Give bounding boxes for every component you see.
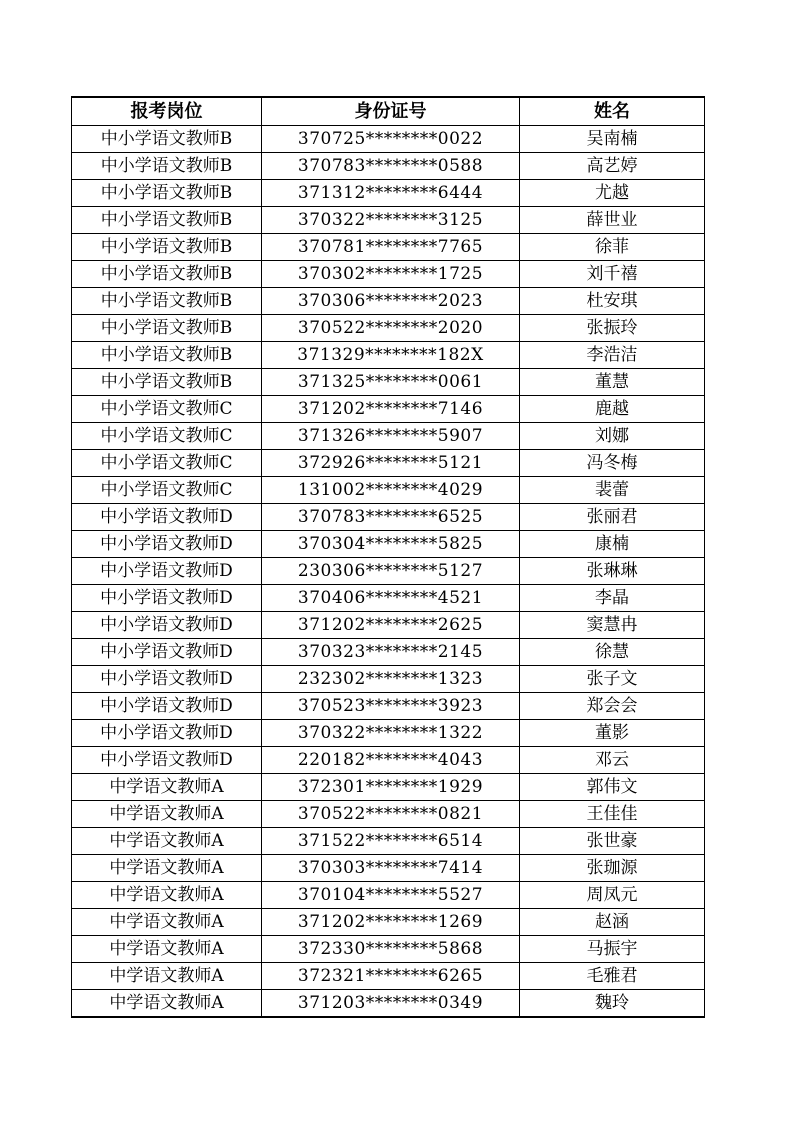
cell-position: 中小学语文教师D — [72, 720, 262, 747]
cell-id-number: 371312********6444 — [262, 180, 520, 207]
cell-position: 中小学语文教师D — [72, 693, 262, 720]
cell-position: 中小学语文教师D — [72, 612, 262, 639]
cell-id-number: 232302********1323 — [262, 666, 520, 693]
cell-id-number: 371325********0061 — [262, 369, 520, 396]
cell-position: 中小学语文教师B — [72, 342, 262, 369]
cell-position: 中小学语文教师C — [72, 477, 262, 504]
cell-position: 中小学语文教师C — [72, 423, 262, 450]
cell-name: 尤越 — [520, 180, 705, 207]
cell-position: 中学语文教师A — [72, 936, 262, 963]
cell-name: 张振玲 — [520, 315, 705, 342]
applicant-table-container — [71, 96, 704, 1018]
table-row — [72, 369, 705, 396]
cell-name: 董慧 — [520, 369, 705, 396]
cell-name: 裴蕾 — [520, 477, 705, 504]
table-row — [72, 639, 705, 666]
cell-name: 毛雅君 — [520, 963, 705, 990]
cell-position: 中学语文教师A — [72, 963, 262, 990]
table-row — [72, 774, 705, 801]
cell-id-number: 372926********5121 — [262, 450, 520, 477]
cell-name: 王佳佳 — [520, 801, 705, 828]
header-name: 姓名 — [520, 97, 705, 126]
cell-position: 中小学语文教师B — [72, 153, 262, 180]
cell-id-number: 371329********182X — [262, 342, 520, 369]
cell-id-number: 370783********0588 — [262, 153, 520, 180]
table-row — [72, 423, 705, 450]
cell-id-number: 370304********5825 — [262, 531, 520, 558]
table-row — [72, 207, 705, 234]
cell-position: 中学语文教师A — [72, 882, 262, 909]
cell-id-number: 372321********6265 — [262, 963, 520, 990]
cell-name: 康楠 — [520, 531, 705, 558]
header-id-number: 身份证号 — [262, 97, 520, 126]
cell-name: 魏玲 — [520, 990, 705, 1018]
table-row — [72, 396, 705, 423]
table-row — [72, 855, 705, 882]
table-row — [72, 342, 705, 369]
cell-position: 中小学语文教师C — [72, 450, 262, 477]
cell-position: 中小学语文教师D — [72, 558, 262, 585]
cell-id-number: 371203********0349 — [262, 990, 520, 1018]
cell-name: 李晶 — [520, 585, 705, 612]
cell-name: 张世豪 — [520, 828, 705, 855]
table-row — [72, 612, 705, 639]
cell-position: 中小学语文教师D — [72, 504, 262, 531]
cell-position: 中小学语文教师D — [72, 639, 262, 666]
cell-position: 中小学语文教师B — [72, 288, 262, 315]
cell-position: 中学语文教师A — [72, 801, 262, 828]
cell-id-number: 370322********3125 — [262, 207, 520, 234]
cell-name: 张珈源 — [520, 855, 705, 882]
table-row — [72, 261, 705, 288]
cell-position: 中小学语文教师D — [72, 531, 262, 558]
cell-id-number: 371326********5907 — [262, 423, 520, 450]
cell-id-number: 371202********1269 — [262, 909, 520, 936]
table-row — [72, 801, 705, 828]
table-row — [72, 585, 705, 612]
cell-name: 张丽君 — [520, 504, 705, 531]
table-row — [72, 234, 705, 261]
cell-position: 中学语文教师A — [72, 828, 262, 855]
cell-name: 李浩洁 — [520, 342, 705, 369]
cell-id-number: 131002********4029 — [262, 477, 520, 504]
cell-id-number: 370783********6525 — [262, 504, 520, 531]
header-position: 报考岗位 — [72, 97, 262, 126]
table-row — [72, 693, 705, 720]
cell-id-number: 372301********1929 — [262, 774, 520, 801]
cell-id-number: 230306********5127 — [262, 558, 520, 585]
cell-id-number: 371202********7146 — [262, 396, 520, 423]
cell-name: 鹿越 — [520, 396, 705, 423]
table-row — [72, 720, 705, 747]
table-row — [72, 963, 705, 990]
cell-position: 中小学语文教师D — [72, 585, 262, 612]
cell-position: 中小学语文教师B — [72, 180, 262, 207]
table-row — [72, 180, 705, 207]
table-row — [72, 828, 705, 855]
cell-name: 薛世业 — [520, 207, 705, 234]
cell-id-number: 370522********0821 — [262, 801, 520, 828]
table-row — [72, 153, 705, 180]
table-row — [72, 990, 705, 1018]
cell-position: 中小学语文教师B — [72, 315, 262, 342]
cell-name: 周凤元 — [520, 882, 705, 909]
cell-position: 中小学语文教师B — [72, 126, 262, 153]
cell-name: 董影 — [520, 720, 705, 747]
table-body — [72, 126, 705, 1018]
cell-id-number: 371522********6514 — [262, 828, 520, 855]
cell-name: 刘娜 — [520, 423, 705, 450]
cell-name: 马振宇 — [520, 936, 705, 963]
cell-id-number: 370781********7765 — [262, 234, 520, 261]
cell-position: 中小学语文教师C — [72, 396, 262, 423]
table-row — [72, 909, 705, 936]
cell-id-number: 370725********0022 — [262, 126, 520, 153]
cell-id-number: 370104********5527 — [262, 882, 520, 909]
cell-name: 徐慧 — [520, 639, 705, 666]
cell-name: 徐菲 — [520, 234, 705, 261]
cell-name: 吴南楠 — [520, 126, 705, 153]
cell-id-number: 372330********5868 — [262, 936, 520, 963]
cell-id-number: 370322********1322 — [262, 720, 520, 747]
cell-name: 杜安琪 — [520, 288, 705, 315]
cell-position: 中学语文教师A — [72, 990, 262, 1018]
cell-id-number: 370302********1725 — [262, 261, 520, 288]
cell-name: 冯冬梅 — [520, 450, 705, 477]
table-row — [72, 882, 705, 909]
cell-id-number: 370306********2023 — [262, 288, 520, 315]
cell-position: 中小学语文教师D — [72, 747, 262, 774]
cell-name: 张琳琳 — [520, 558, 705, 585]
cell-name: 窦慧冉 — [520, 612, 705, 639]
cell-position: 中小学语文教师B — [72, 234, 262, 261]
table-row — [72, 666, 705, 693]
cell-position: 中小学语文教师B — [72, 369, 262, 396]
cell-name: 郑会会 — [520, 693, 705, 720]
cell-id-number: 370303********7414 — [262, 855, 520, 882]
cell-name: 赵涵 — [520, 909, 705, 936]
applicant-table — [71, 96, 705, 1018]
cell-id-number: 370523********3923 — [262, 693, 520, 720]
cell-name: 高艺婷 — [520, 153, 705, 180]
cell-id-number: 220182********4043 — [262, 747, 520, 774]
table-row — [72, 747, 705, 774]
table-row — [72, 531, 705, 558]
cell-name: 邓云 — [520, 747, 705, 774]
cell-id-number: 370522********2020 — [262, 315, 520, 342]
cell-position: 中小学语文教师B — [72, 261, 262, 288]
cell-position: 中小学语文教师B — [72, 207, 262, 234]
cell-id-number: 370323********2145 — [262, 639, 520, 666]
cell-position: 中小学语文教师D — [72, 666, 262, 693]
cell-position: 中学语文教师A — [72, 909, 262, 936]
cell-name: 郭伟文 — [520, 774, 705, 801]
cell-name: 刘千禧 — [520, 261, 705, 288]
table-row — [72, 558, 705, 585]
cell-name: 张子文 — [520, 666, 705, 693]
header-row — [72, 97, 705, 126]
cell-position: 中学语文教师A — [72, 855, 262, 882]
table-row — [72, 126, 705, 153]
cell-id-number: 371202********2625 — [262, 612, 520, 639]
cell-position: 中学语文教师A — [72, 774, 262, 801]
table-row — [72, 936, 705, 963]
table-row — [72, 288, 705, 315]
cell-id-number: 370406********4521 — [262, 585, 520, 612]
table-row — [72, 477, 705, 504]
table-row — [72, 315, 705, 342]
table-row — [72, 450, 705, 477]
table-row — [72, 504, 705, 531]
table-header — [72, 97, 705, 126]
